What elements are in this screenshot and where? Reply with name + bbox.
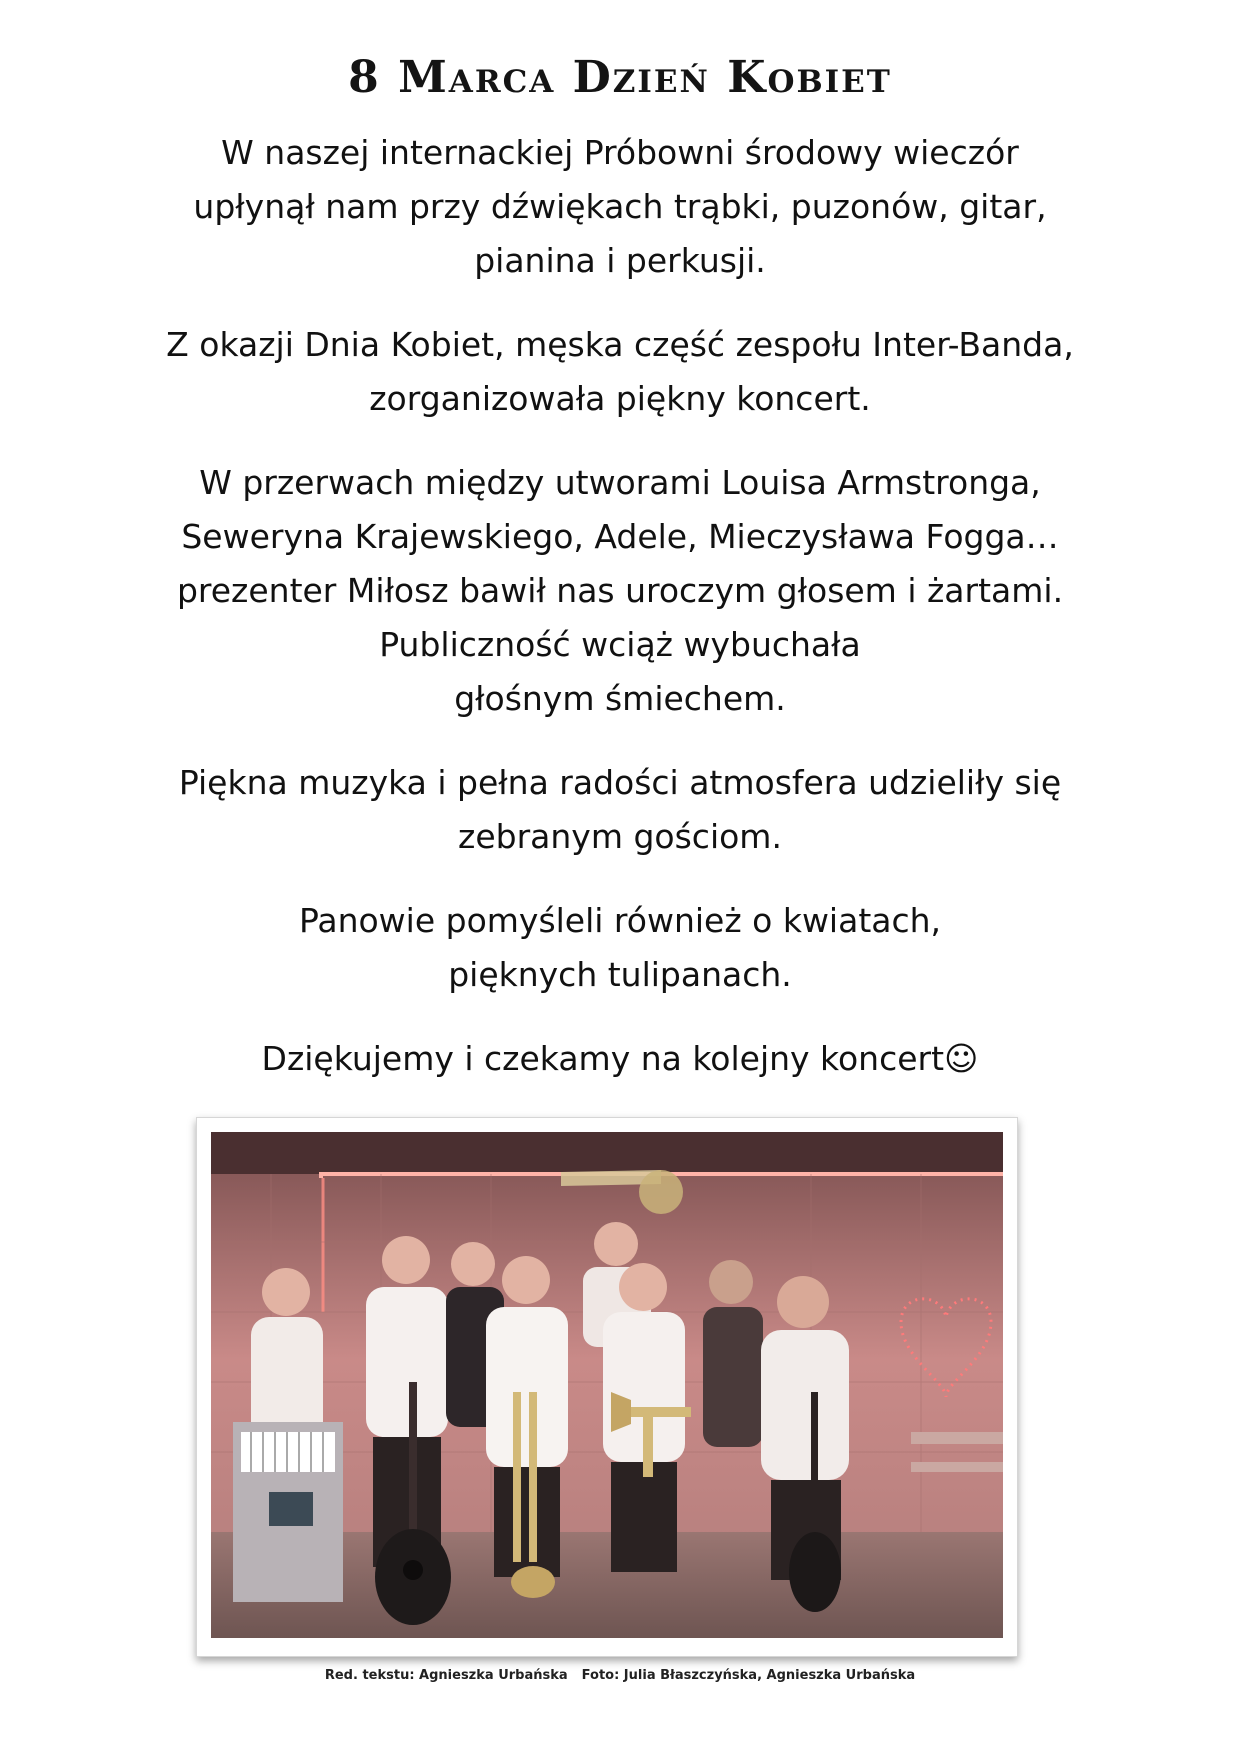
paragraph-5 [90,894,1150,1002]
photo-credits [0,1668,1240,1683]
text-editor-credit: Red. tekstu: Agnieszka Urbańska [324,1668,568,1683]
text-line: zorganizowała piękny koncert. [369,379,871,418]
text-line [90,1032,1150,1086]
text-line: Panowie pomyśleli również o kwiatach, [298,901,942,940]
bench [911,1432,1003,1444]
photo-ceiling [211,1132,1003,1174]
text-line: Seweryna Krajewskiego, Adele, Mieczysława Fogga… [181,517,1059,556]
smiley-icon: ☺ [944,1039,979,1078]
text-line: zebranym gościom. [458,817,782,856]
paragraph-6 [90,1032,1150,1086]
paragraph-2 [90,318,1150,426]
paragraph-1 [90,126,1150,288]
keyboard-instrument [233,1422,343,1602]
text-line: W naszej internackiej Próbowni środowy wieczór [221,133,1019,172]
text-line: Publiczność wciąż wybuchała [379,625,861,664]
band-photo-illustration [211,1132,1003,1638]
photo-credit: Foto: Julia Błaszczyńska, Agnieszka Urbańska [581,1668,916,1683]
trombone-bell [639,1170,683,1214]
text-line: W przerwach między utworami Louisa Armstronga, [199,463,1041,502]
article-body [90,126,1150,1116]
text-line: pięknych tulipanach. [448,955,792,994]
paragraph-3 [90,456,1150,726]
text-line: Z okazji Dnia Kobiet, męska część zespołu Inter-Banda, [166,325,1074,364]
closing-text: Dziękujemy i czekamy na kolejny koncert [261,1039,945,1078]
text-line: Piękna muzyka i pełna radości atmosfera udzieliły się [178,763,1062,802]
text-line: prezenter Miłosz bawił nas uroczym głosem i żartami. [176,571,1064,610]
band-photo [211,1132,1003,1638]
text-line: upłynął nam przy dźwiękach trąbki, puzonów, gitar, [193,187,1047,226]
text-line: pianina i perkusji. [474,241,766,280]
page-title: 8 Marca Dzień Kobiet [348,52,892,103]
band-photo-frame [196,1117,1018,1657]
text-line: głośnym śmiechem. [454,679,786,718]
paragraph-4 [90,756,1150,864]
bench [911,1462,1003,1472]
